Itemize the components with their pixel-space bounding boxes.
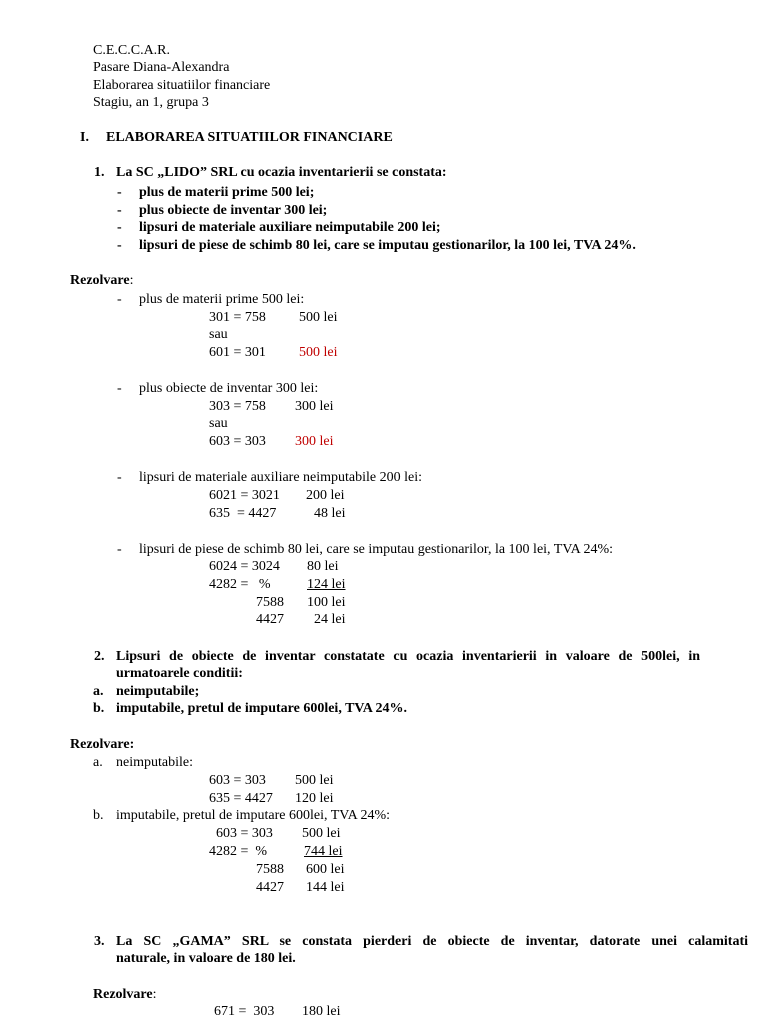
solution-label-colon: : — [129, 273, 134, 288]
header-stage: Stagiu, an 1, grupa 3 — [93, 95, 209, 110]
entry-amount: 500 lei — [299, 310, 338, 325]
solution-item-dash: - — [117, 381, 122, 396]
entry-accounts: 4282 = % — [209, 577, 271, 592]
entry-accounts: 301 = 758 — [209, 310, 266, 325]
solution-a-label: neimputabile: — [116, 755, 193, 770]
problem-3-number: 3. — [94, 934, 105, 949]
entry-accounts: 601 = 301 — [209, 345, 266, 360]
entry-amount: 500 lei — [302, 826, 341, 841]
entry-accounts: 603 = 303 — [216, 826, 273, 841]
entry-amount: 180 lei — [302, 1004, 341, 1019]
bullet-dash: - — [117, 185, 122, 200]
header-course: Elaborarea situatiilor financiare — [93, 78, 271, 93]
entry-amount: 600 lei — [306, 862, 345, 877]
bullet-dash: - — [117, 220, 122, 235]
solution-item-dash: - — [117, 542, 122, 557]
problem-2-a-text: neimputabile; — [116, 684, 200, 699]
entry-subaccount: 7588 — [256, 595, 284, 610]
entry-amount: 80 lei — [307, 559, 339, 574]
header-org: C.E.C.C.A.R. — [93, 43, 171, 58]
entry-amount-highlight: 300 lei — [295, 434, 334, 449]
solution-label — [93, 986, 157, 1004]
solution-label: Rezolvare: — [70, 737, 135, 752]
problem-3-line-1: La SC „GAMA” SRL se constata pierderi de obiecte de inventar, datorate unei calamitati — [116, 934, 748, 949]
entry-amount: 24 lei — [314, 612, 346, 627]
entry-accounts: 671 = 303 — [214, 1004, 275, 1019]
bullet-dash: - — [117, 238, 122, 253]
bullet-item: lipsuri de piese de schimb 80 lei, care se imputau gestionarilor, la 100 lei, TVA 24%. — [139, 238, 636, 253]
entry-amount: 100 lei — [307, 595, 346, 610]
entry-amount-highlight: 500 lei — [299, 345, 338, 360]
entry-amount: 48 lei — [314, 506, 346, 521]
entry-amount-total: 744 lei — [304, 844, 343, 859]
entry-or: sau — [209, 327, 228, 342]
entry-accounts: 603 = 303 — [209, 434, 266, 449]
header-author: Pasare Diana-Alexandra — [93, 60, 230, 75]
entry-amount: 200 lei — [306, 488, 345, 503]
entry-amount-total: 124 lei — [307, 577, 346, 592]
solution-b-label: imputabile, pretul de imputare 600lei, TVA 24%: — [116, 808, 390, 823]
problem-3-line-2: naturale, in valoare de 180 lei. — [116, 951, 296, 966]
entry-accounts: 635 = 4427 — [209, 791, 273, 806]
solution-a-mark: a. — [93, 755, 103, 770]
entry-accounts: 4282 = % — [209, 844, 268, 859]
section-title: ELABORAREA SITUATIILOR FINANCIARE — [106, 130, 393, 145]
bullet-item: lipsuri de materiale auxiliare neimputabile 200 lei; — [139, 220, 441, 235]
solution-item-label: plus de materii prime 500 lei: — [139, 292, 305, 307]
entry-accounts: 603 = 303 — [209, 773, 266, 788]
entry-accounts: 303 = 758 — [209, 399, 266, 414]
bullet-item: plus de materii prime 500 lei; — [139, 185, 315, 200]
solution-item-dash: - — [117, 292, 122, 307]
solution-item-label: lipsuri de piese de schimb 80 lei, care se imputau gestionarilor, la 100 lei, TVA 24%: — [139, 542, 614, 557]
bullet-item: plus obiecte de inventar 300 lei; — [139, 203, 328, 218]
problem-2-number: 2. — [94, 649, 105, 664]
entry-accounts: 635 = 4427 — [209, 506, 277, 521]
problem-2-line-1: Lipsuri de obiecte de inventar constatate cu ocazia inventarierii in valoare de 500lei, in — [116, 649, 700, 664]
problem-2-b-mark: b. — [93, 701, 105, 716]
entry-amount: 300 lei — [295, 399, 334, 414]
solution-b-mark: b. — [93, 808, 104, 823]
solution-label-text: Rezolvare — [70, 273, 130, 288]
entry-subaccount: 4427 — [256, 612, 284, 627]
problem-1-title: La SC „LIDO” SRL cu ocazia inventarierii se constata: — [116, 165, 447, 180]
section-number: I. — [80, 130, 89, 145]
solution-item-dash: - — [117, 470, 122, 485]
solution-label-text: Rezolvare — [93, 987, 153, 1002]
problem-1-number: 1. — [94, 165, 105, 180]
entry-amount: 500 lei — [295, 773, 334, 788]
bullet-dash: - — [117, 203, 122, 218]
entry-subaccount: 7588 — [256, 862, 284, 877]
entry-accounts: 6024 = 3024 — [209, 559, 280, 574]
entry-or: sau — [209, 416, 228, 431]
problem-2-a-mark: a. — [93, 684, 104, 699]
entry-accounts: 6021 = 3021 — [209, 488, 280, 503]
solution-label-colon: : — [152, 987, 157, 1002]
entry-amount: 144 lei — [306, 880, 345, 895]
entry-amount: 120 lei — [295, 791, 334, 806]
solution-item-label: plus obiecte de inventar 300 lei: — [139, 381, 319, 396]
solution-item-label: lipsuri de materiale auxiliare neimputabile 200 lei: — [139, 470, 423, 485]
entry-subaccount: 4427 — [256, 880, 284, 895]
problem-2-b-text: imputabile, pretul de imputare 600lei, TVA 24%. — [116, 701, 408, 716]
solution-label — [70, 272, 134, 290]
problem-2-line-2: urmatoarele conditii: — [116, 666, 243, 681]
